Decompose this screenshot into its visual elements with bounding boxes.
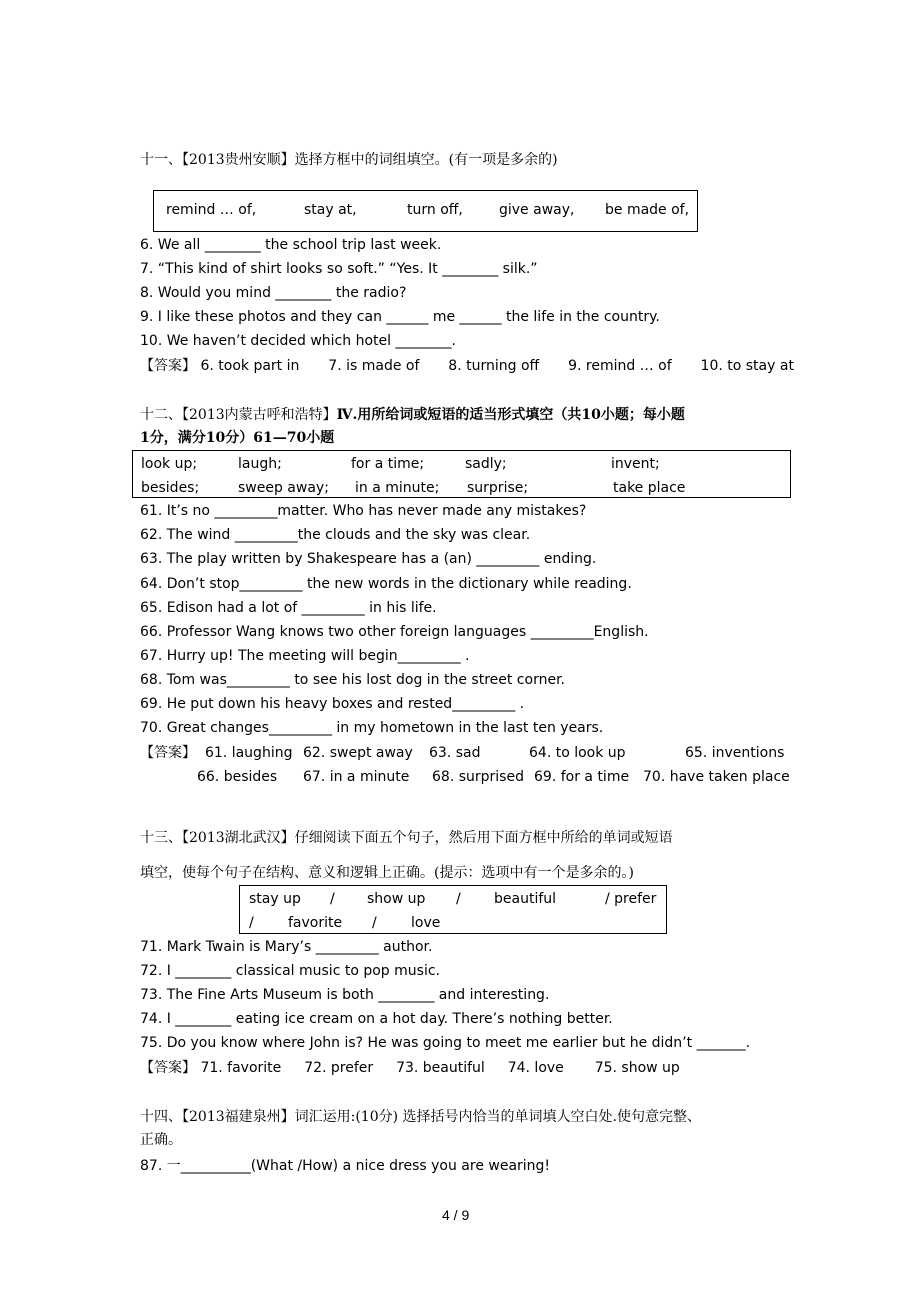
question-62: 62. The wind _________the clouds and the sky was clear. — [140, 527, 531, 543]
answer: 71. favorite — [200, 1060, 282, 1076]
word-option: in a minute; — [355, 480, 440, 496]
page-number: 4 / 9 — [442, 1207, 470, 1223]
word-option: remind … of, — [166, 202, 257, 218]
word-option: favorite — [288, 915, 343, 931]
answer: 62. swept away — [303, 745, 413, 761]
word-box-13 — [239, 885, 667, 934]
question-65: 65. Edison had a lot of _________ in his life. — [140, 600, 437, 616]
answer: 64. to look up — [529, 745, 626, 761]
word-option: / prefer — [605, 891, 657, 907]
word-option: besides; — [141, 480, 200, 496]
section-12-heading-line1 — [140, 405, 685, 425]
word-option: invent; — [611, 456, 660, 472]
question-64: 64. Don’t stop_________ the new words in the dictionary while reading. — [140, 576, 632, 592]
word-option: love — [411, 915, 441, 931]
answer: 66. besides — [197, 769, 278, 785]
section-12-source: 十二、【2013内蒙古呼和浩特】 — [140, 407, 337, 423]
answer: 75. show up — [594, 1060, 680, 1076]
answer: 67. in a minute — [303, 769, 410, 785]
question-72: 72. I ________ classical music to pop music. — [140, 963, 440, 979]
word-option: sweep away; — [238, 480, 329, 496]
word-separator: / — [330, 891, 335, 907]
word-option: turn off, — [407, 202, 463, 218]
question-66: 66. Professor Wang knows two other foreign languages _________English. — [140, 624, 649, 640]
answer: 8. turning off — [448, 358, 540, 374]
section-14-heading-line1: 十四、【2013福建泉州】词汇运用:(10分) 选择括号内恰当的单词填人空白处.使句意完整、 — [140, 1109, 701, 1125]
question-7: 7. “This kind of shirt looks so soft.” “Yes. It ________ silk.” — [140, 261, 538, 277]
answer-line-13 — [140, 1059, 680, 1077]
word-option: laugh; — [238, 456, 282, 472]
answer: 65. inventions — [685, 745, 785, 761]
word-option: be made of, — [605, 202, 690, 218]
question-74: 74. I ________ eating ice cream on a hot day. There’s nothing better. — [140, 1011, 613, 1027]
question-6: 6. We all ________ the school trip last week. — [140, 237, 442, 253]
word-option: surprise; — [467, 480, 529, 496]
answer: 73. beautiful — [396, 1060, 485, 1076]
question-8: 8. Would you mind ________ the radio? — [140, 285, 407, 301]
word-option: beautiful — [494, 891, 557, 907]
word-separator: / — [249, 915, 254, 931]
word-box-11 — [153, 190, 698, 232]
word-box-12 — [132, 450, 791, 498]
question-9: 9. I like these photos and they can ______ me ______ the life in the country. — [140, 309, 660, 325]
answer-line-12a — [140, 744, 196, 762]
section-12-instruction: Ⅳ.用所给词或短语的适当形式填空（共10小题；每小题 — [336, 407, 685, 423]
answer: 68. surprised — [432, 769, 524, 785]
question-10: 10. We haven’t decided which hotel ________. — [140, 333, 456, 349]
word-option: stay at, — [304, 202, 357, 218]
answer-tag: 【答案】 — [140, 358, 196, 374]
question-87: 87. 一__________(What /How) a nice dress you are wearing! — [140, 1158, 551, 1174]
answer: 9. remind … of — [568, 358, 672, 374]
question-61: 61. It’s no _________matter. Who has never made any mistakes? — [140, 503, 587, 519]
answer: 69. for a time — [534, 769, 630, 785]
question-63: 63. The play written by Shakespeare has a (an) _________ ending. — [140, 551, 597, 567]
section-13-heading-line1: 十三、【2013湖北武汉】仔细阅读下面五个句子，然后用下面方框中所给的单词或短语 — [140, 830, 673, 846]
question-68: 68. Tom was_________ to see his lost dog in the street corner. — [140, 672, 565, 688]
answer: 10. to stay at — [700, 358, 794, 374]
word-option: show up — [367, 891, 426, 907]
word-option: give away, — [499, 202, 575, 218]
question-75: 75. Do you know where John is? He was going to meet me earlier but he didn’t _______. — [140, 1035, 751, 1051]
word-option: stay up — [249, 891, 301, 907]
answer: 6. took part in — [200, 358, 300, 374]
answer: 63. sad — [429, 745, 481, 761]
section-12-heading-line2: 1分，满分10分）61—70小题 — [140, 430, 335, 446]
answer: 70. have taken place — [643, 769, 790, 785]
word-separator: / — [372, 915, 377, 931]
section-14-heading-line2: 正确。 — [140, 1132, 182, 1148]
question-70: 70. Great changes_________ in my hometown in the last ten years. — [140, 720, 604, 736]
answer-line-11 — [140, 357, 794, 375]
question-67: 67. Hurry up! The meeting will begin_________ . — [140, 648, 470, 664]
question-69: 69. He put down his heavy boxes and rested_________ . — [140, 696, 525, 712]
answer-tag: 【答案】 — [140, 745, 196, 761]
question-73: 73. The Fine Arts Museum is both ________ and interesting. — [140, 987, 550, 1003]
answer: 7. is made of — [328, 358, 420, 374]
answer: 74. love — [507, 1060, 564, 1076]
word-separator: / — [456, 891, 461, 907]
question-71: 71. Mark Twain is Mary’s _________ author. — [140, 939, 433, 955]
answer: 72. prefer — [304, 1060, 374, 1076]
word-option: for a time; — [351, 456, 425, 472]
section-11-heading: 十一、【2013贵州安顺】选择方框中的词组填空。(有一项是多余的) — [140, 152, 558, 168]
section-13-heading-line2: 填空，使每个句子在结构、意义和逻辑上正确。(提示：选项中有一个是多余的。) — [140, 865, 634, 881]
word-option: sadly; — [465, 456, 507, 472]
word-option: look up; — [141, 456, 198, 472]
answer-tag: 【答案】 — [140, 1060, 196, 1076]
word-option: take place — [613, 480, 686, 496]
answer: 61. laughing — [205, 745, 293, 761]
